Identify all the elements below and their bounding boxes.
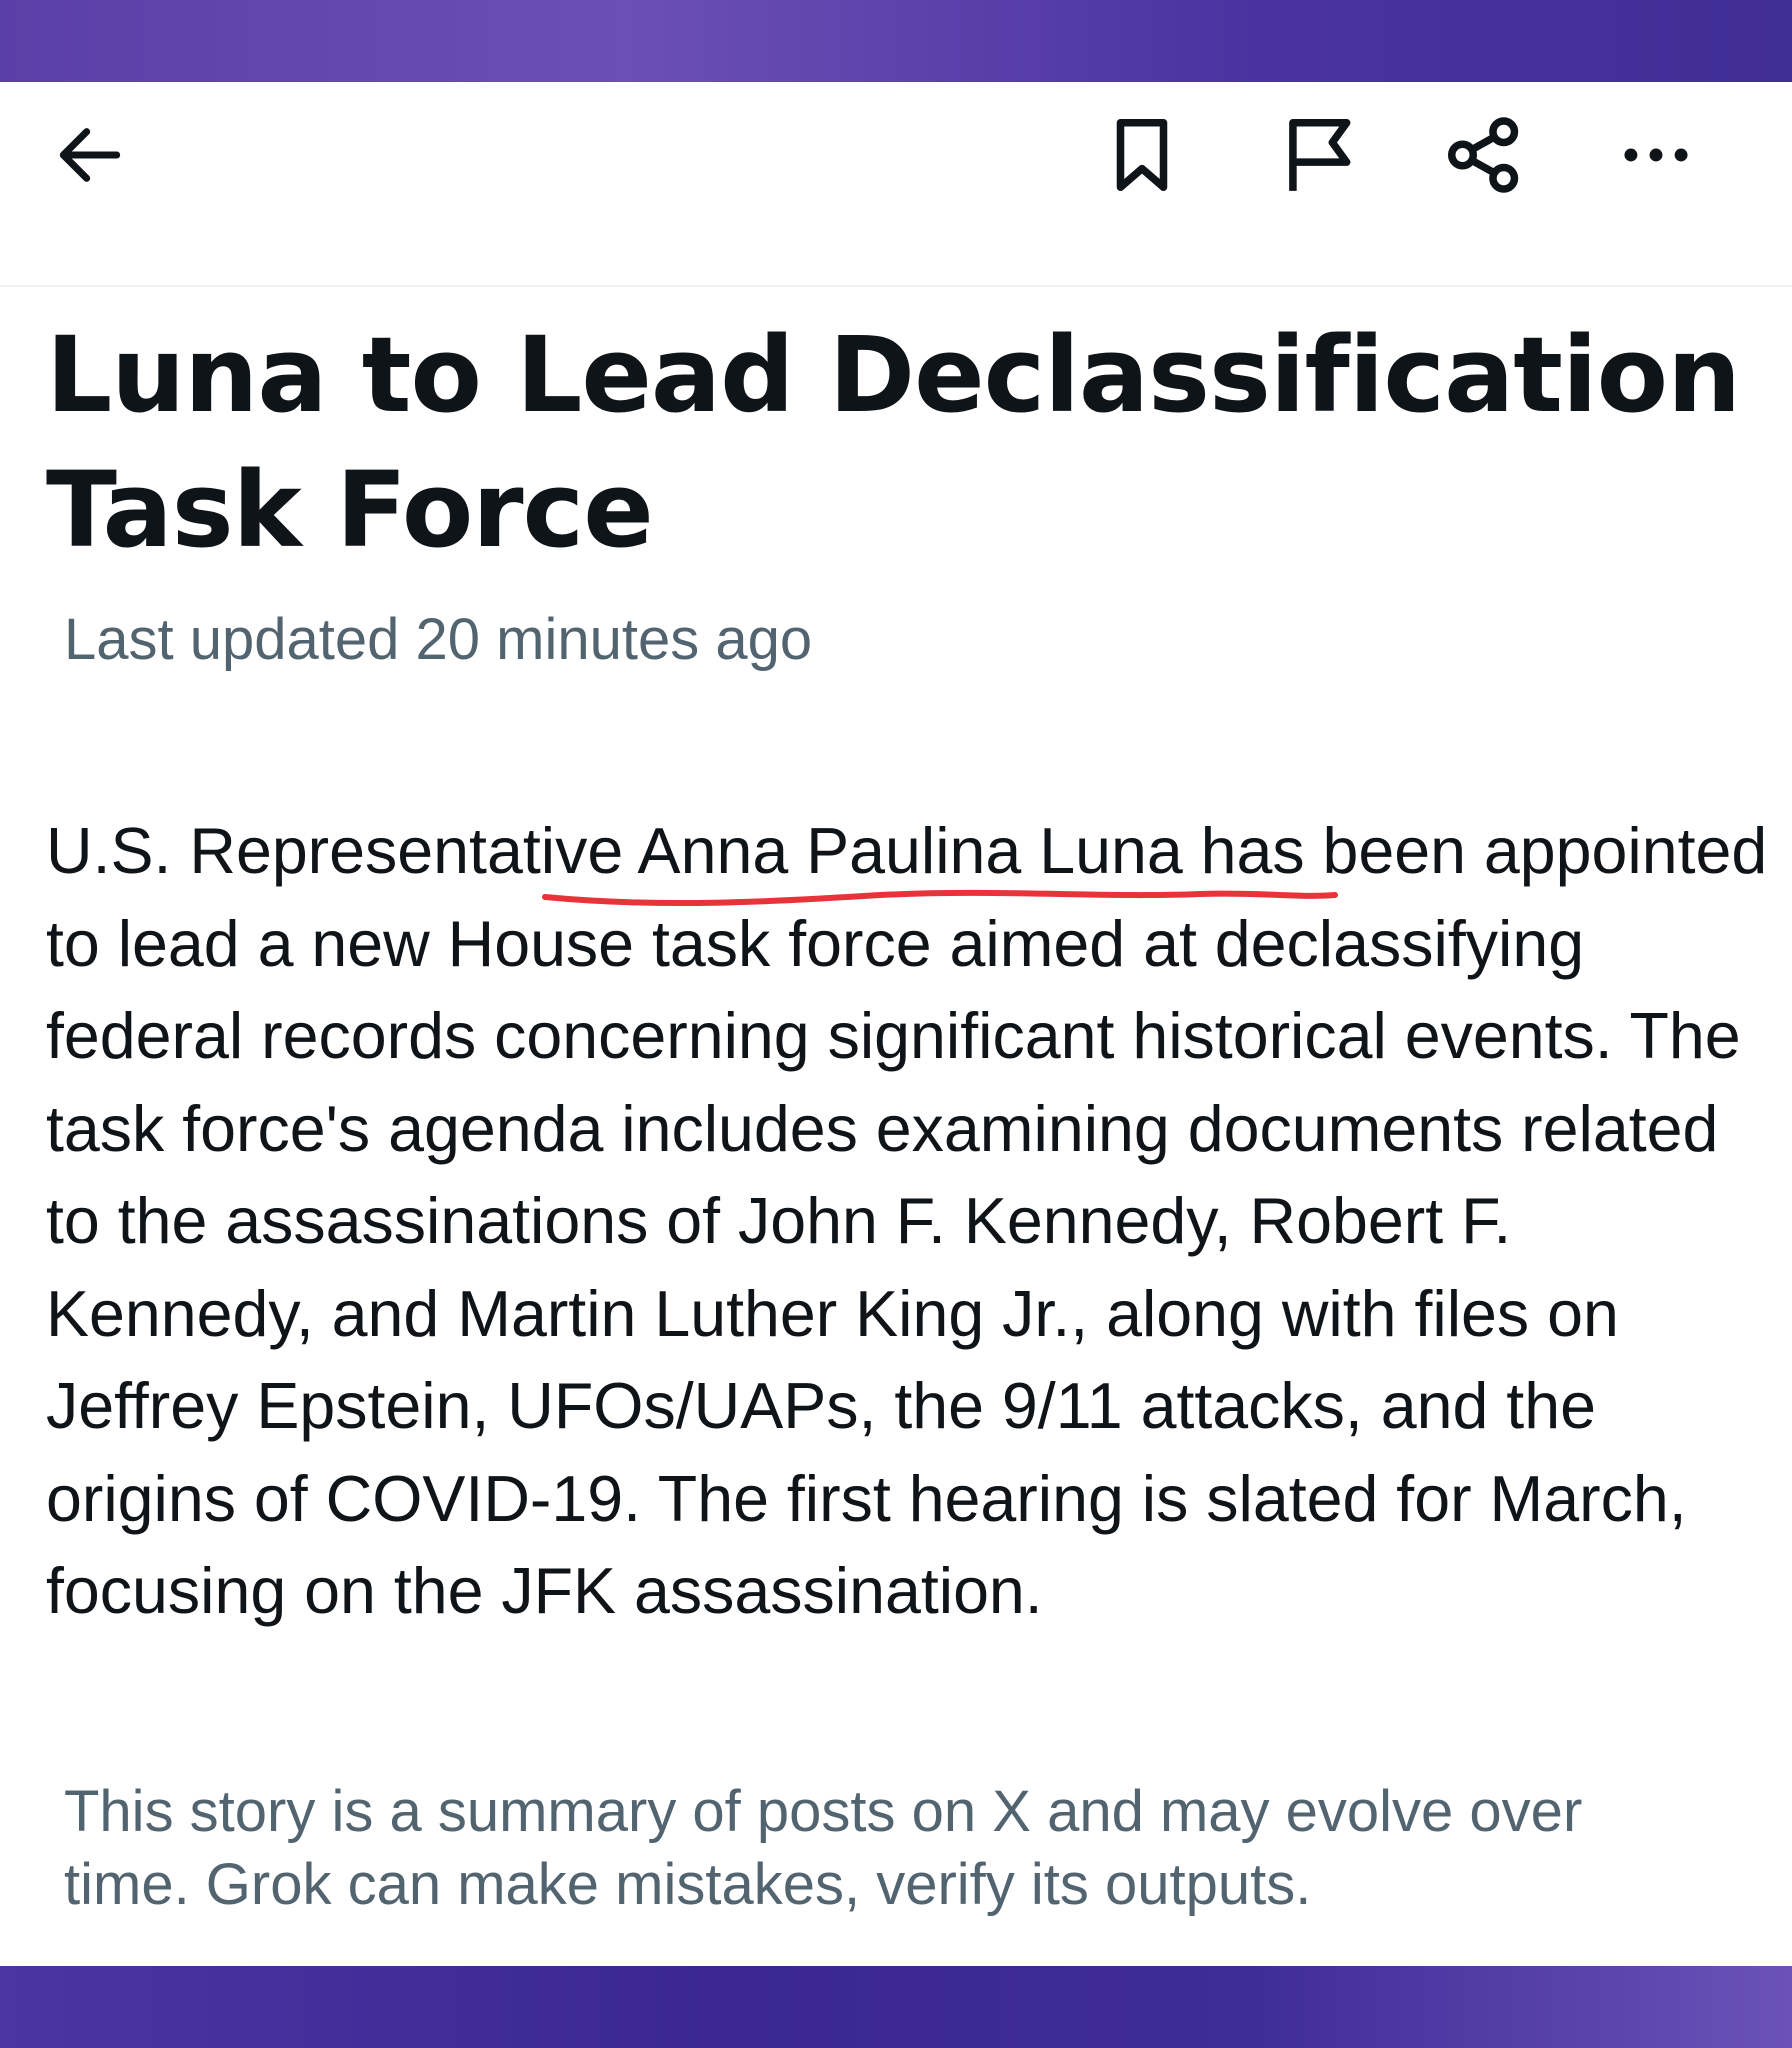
top-toolbar xyxy=(0,100,1792,210)
bottom-frame-bar xyxy=(0,1966,1792,2048)
last-updated-timestamp: Last updated 20 minutes ago xyxy=(64,607,813,672)
share-icon xyxy=(1441,112,1527,198)
flag-icon xyxy=(1275,112,1361,198)
toolbar-divider xyxy=(0,285,1792,287)
report-button[interactable] xyxy=(1268,100,1368,210)
arrow-left-icon xyxy=(50,115,130,195)
share-button[interactable] xyxy=(1434,100,1534,210)
back-button[interactable] xyxy=(40,100,140,210)
grok-disclaimer: This story is a summary of posts on X and may evolve over time. Grok can make mistakes, verify its outputs. xyxy=(64,1779,1583,1917)
more-horizontal-icon xyxy=(1613,112,1699,198)
top-frame-bar xyxy=(0,0,1792,82)
story-summary: U.S. Representative Anna Paulina Luna has been appointed to lead a new House task force aimed at declassifying federal records concerning significant historical events. The task force's agenda includes examining documents related to the assassinations of John F. Kennedy, Robert F. Kennedy, and Martin Luther King Jr., along with files on Jeffrey Epstein, UFOs/UAPs, the 9/11 attacks, and the origins of COVID-19. The first hearing is slated for March, focusing on the JFK assassination. xyxy=(46,815,1768,1627)
bookmark-icon xyxy=(1099,112,1185,198)
story-headline: Luna to Lead Declassification Task Force xyxy=(46,314,1741,571)
bookmark-button[interactable] xyxy=(1092,100,1192,210)
more-button[interactable] xyxy=(1606,100,1706,210)
